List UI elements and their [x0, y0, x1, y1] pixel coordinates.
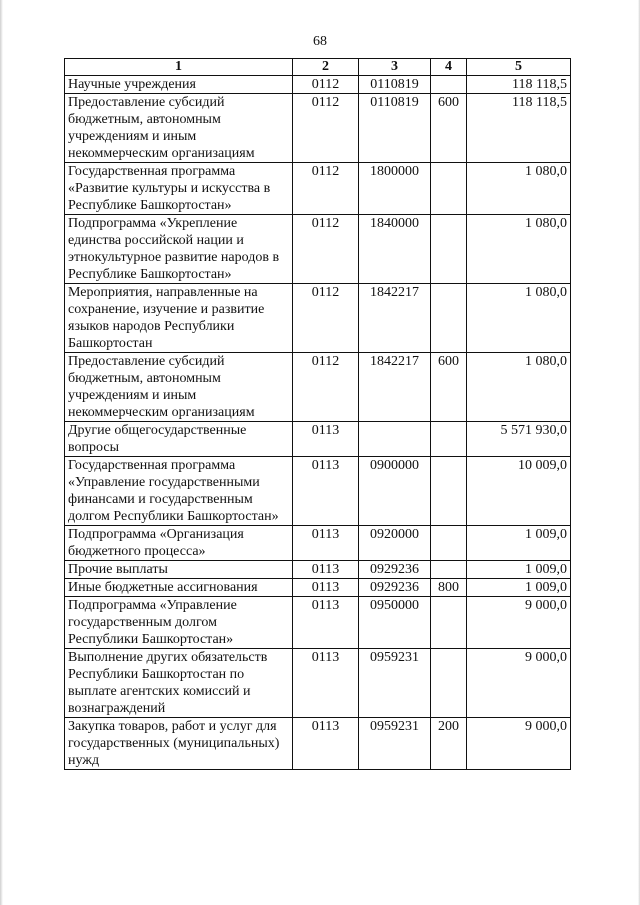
- table-row: [65, 163, 571, 215]
- table-row: [65, 561, 571, 579]
- table-row: [65, 457, 571, 526]
- header-col-5: 5: [467, 59, 571, 76]
- row-amount: 1 080,0: [467, 163, 571, 215]
- table-row: [65, 422, 571, 457]
- row-section-code: 0113: [293, 422, 359, 457]
- row-target-code: 0950000: [359, 597, 431, 649]
- row-section-code: 0113: [293, 718, 359, 770]
- row-section-code: 0113: [293, 561, 359, 579]
- row-expense-type: [431, 457, 467, 526]
- row-target-code: 1842217: [359, 284, 431, 353]
- row-amount: 9 000,0: [467, 597, 571, 649]
- row-name: Предоставление субсидий бюджетным, автономным учреждениям и иным некоммерческим организациям: [65, 94, 293, 163]
- row-expense-type: [431, 422, 467, 457]
- row-name: Государственная программа «Развитие культуры и искусства в Республике Башкортостан»: [65, 163, 293, 215]
- row-expense-type: 600: [431, 353, 467, 422]
- row-name: Подпрограмма «Укрепление единства российской нации и этнокультурное развитие народов в Республике Башкортостан»: [65, 215, 293, 284]
- row-target-code: 0959231: [359, 649, 431, 718]
- table-row: [65, 353, 571, 422]
- row-target-code: 1842217: [359, 353, 431, 422]
- header-col-4: 4: [431, 59, 467, 76]
- row-section-code: 0112: [293, 76, 359, 94]
- row-expense-type: [431, 649, 467, 718]
- row-name: Прочие выплаты: [65, 561, 293, 579]
- row-name: Подпрограмма «Управление государственным долгом Республики Башкортостан»: [65, 597, 293, 649]
- row-target-code: 0929236: [359, 579, 431, 597]
- row-amount: 118 118,5: [467, 76, 571, 94]
- row-name: Иные бюджетные ассигнования: [65, 579, 293, 597]
- table-row: [65, 597, 571, 649]
- row-amount: 9 000,0: [467, 718, 571, 770]
- row-amount: 118 118,5: [467, 94, 571, 163]
- row-target-code: [359, 422, 431, 457]
- table-row: [65, 94, 571, 163]
- row-expense-type: [431, 561, 467, 579]
- row-name: Научные учреждения: [65, 76, 293, 94]
- row-expense-type: [431, 163, 467, 215]
- row-target-code: 0900000: [359, 457, 431, 526]
- table-row: [65, 718, 571, 770]
- row-expense-type: 600: [431, 94, 467, 163]
- row-target-code: 1840000: [359, 215, 431, 284]
- row-name: Мероприятия, направленные на сохранение, изучение и развитие языков народов Республики Башкортостан: [65, 284, 293, 353]
- table-row: [65, 526, 571, 561]
- row-name: Подпрограмма «Организация бюджетного процесса»: [65, 526, 293, 561]
- row-amount: 1 009,0: [467, 579, 571, 597]
- row-amount: 1 080,0: [467, 353, 571, 422]
- row-expense-type: [431, 215, 467, 284]
- table-header: [65, 59, 571, 76]
- row-expense-type: 200: [431, 718, 467, 770]
- row-section-code: 0112: [293, 215, 359, 284]
- row-target-code: 0110819: [359, 76, 431, 94]
- table-row: [65, 579, 571, 597]
- row-amount: 5 571 930,0: [467, 422, 571, 457]
- header-row: [65, 59, 571, 76]
- budget-table: [64, 58, 571, 770]
- row-target-code: 1800000: [359, 163, 431, 215]
- table-body: [65, 76, 571, 770]
- row-expense-type: [431, 526, 467, 561]
- row-section-code: 0112: [293, 163, 359, 215]
- row-section-code: 0113: [293, 457, 359, 526]
- table-row: [65, 76, 571, 94]
- row-name: Другие общегосударственные вопросы: [65, 422, 293, 457]
- row-target-code: 0959231: [359, 718, 431, 770]
- row-section-code: 0113: [293, 649, 359, 718]
- row-amount: 1 009,0: [467, 526, 571, 561]
- row-name: Закупка товаров, работ и услуг для государственных (муниципальных) нужд: [65, 718, 293, 770]
- row-amount: 1 080,0: [467, 284, 571, 353]
- row-amount: 1 009,0: [467, 561, 571, 579]
- page-number: 68: [313, 34, 327, 49]
- row-expense-type: [431, 76, 467, 94]
- row-target-code: 0110819: [359, 94, 431, 163]
- row-amount: 1 080,0: [467, 215, 571, 284]
- row-target-code: 0920000: [359, 526, 431, 561]
- row-section-code: 0113: [293, 597, 359, 649]
- row-expense-type: [431, 597, 467, 649]
- row-section-code: 0113: [293, 526, 359, 561]
- row-target-code: 0929236: [359, 561, 431, 579]
- row-section-code: 0112: [293, 94, 359, 163]
- row-amount: 9 000,0: [467, 649, 571, 718]
- row-amount: 10 009,0: [467, 457, 571, 526]
- row-name: Выполнение других обязательств Республики Башкортостан по выплате агентских комиссий и вознаграждений: [65, 649, 293, 718]
- table-row: [65, 284, 571, 353]
- row-section-code: 0112: [293, 284, 359, 353]
- table-row: [65, 649, 571, 718]
- row-name: Предоставление субсидий бюджетным, автономным учреждениям и иным некоммерческим организациям: [65, 353, 293, 422]
- header-col-2: 2: [293, 59, 359, 76]
- scan-edge-left: [0, 0, 3, 905]
- header-col-3: 3: [359, 59, 431, 76]
- row-expense-type: 800: [431, 579, 467, 597]
- row-expense-type: [431, 284, 467, 353]
- row-section-code: 0113: [293, 579, 359, 597]
- row-name: Государственная программа «Управление государственными финансами и государственным долгом Республики Башкортостан»: [65, 457, 293, 526]
- header-col-1: 1: [65, 59, 293, 76]
- row-section-code: 0112: [293, 353, 359, 422]
- table-row: [65, 215, 571, 284]
